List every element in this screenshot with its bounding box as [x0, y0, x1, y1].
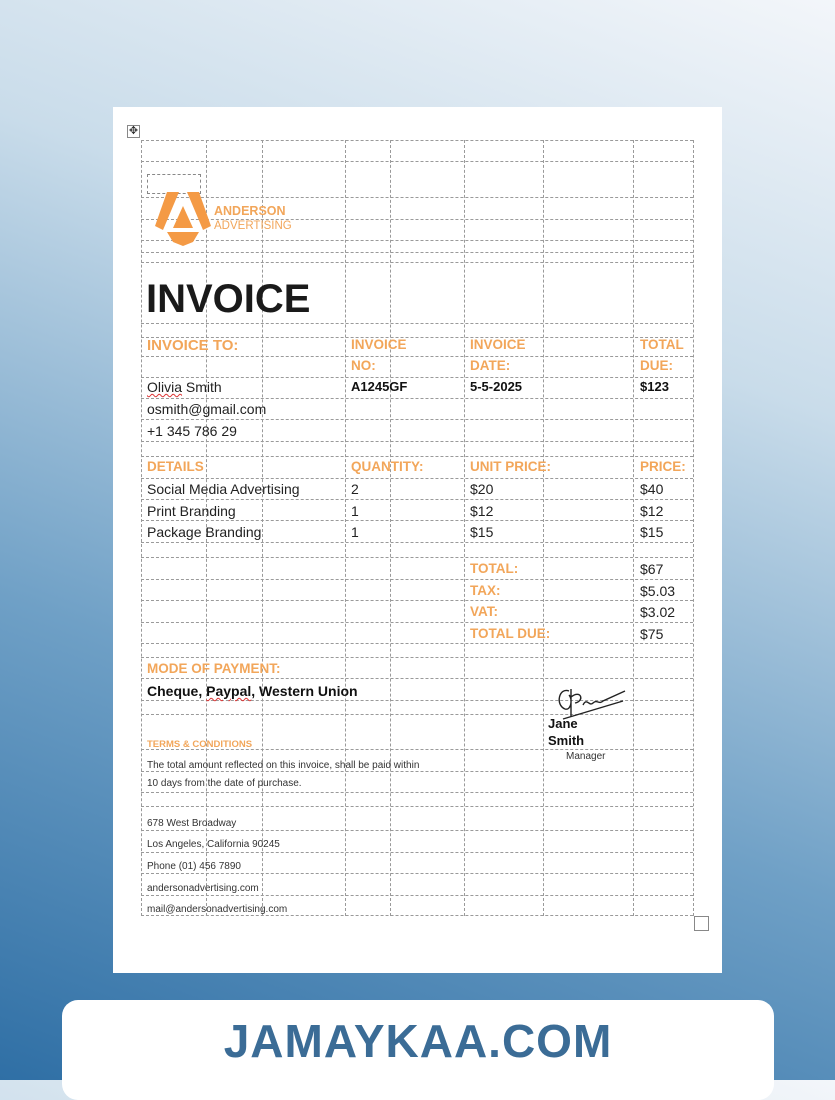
summary-value: $5.03	[640, 582, 676, 599]
item-price: $40	[640, 481, 664, 497]
item-unit-price: $20	[470, 481, 494, 497]
address-city: Los Angeles, California 90245	[147, 839, 280, 850]
grid-row-line	[141, 806, 693, 807]
invoice-document	[113, 107, 722, 973]
grid-row-line	[141, 499, 693, 500]
payment-methods	[147, 683, 358, 699]
col-header-unit-price: UNIT PRICE:	[470, 459, 551, 474]
total-due-label: TOTAL	[640, 337, 684, 352]
invoice-date-label-2: DATE:	[470, 358, 511, 373]
terms-line-2: 10 days from the date of purchase.	[147, 778, 302, 789]
summary-label: TAX:	[470, 582, 501, 598]
item-quantity: 2	[351, 481, 359, 497]
table-resize-handle[interactable]	[694, 916, 709, 931]
payment-method-western-union: , Western Union	[251, 683, 358, 699]
address-website: andersonadvertising.com	[147, 883, 259, 894]
signer-first-name: Jane	[548, 716, 578, 731]
company-tagline: ADVERTISING	[214, 220, 292, 232]
payment-method-cheque: Cheque,	[147, 683, 207, 699]
grid-row-line	[141, 520, 693, 521]
invoice-to-label: INVOICE TO:	[147, 337, 239, 354]
grid-row-line	[141, 542, 693, 543]
item-details: Print Branding	[147, 502, 236, 519]
client-phone: +1 345 786 29	[147, 423, 237, 439]
grid-row-line	[141, 356, 693, 357]
grid-row-line	[141, 600, 693, 601]
total-due-label-2: DUE:	[640, 358, 673, 373]
item-quantity: 1	[351, 502, 359, 519]
grid-col-line	[345, 140, 346, 916]
summary-label: TOTAL DUE:	[470, 625, 551, 641]
invoice-date-value: 5-5-2025	[470, 379, 523, 394]
item-unit-price: $15	[470, 524, 494, 540]
page-title: INVOICE	[146, 277, 311, 321]
company-name: ANDERSON	[214, 204, 286, 218]
summary-label: VAT:	[470, 604, 498, 619]
col-header-price: PRICE:	[640, 459, 686, 474]
terms-line-1: The total amount reflected on this invoice, shall be paid within	[147, 760, 420, 771]
payment-label: MODE OF PAYMENT:	[147, 661, 281, 676]
invoice-no-value: A1245GF	[351, 379, 408, 394]
grid-col-line	[633, 140, 634, 916]
grid-row-line	[141, 377, 693, 378]
client-name: Olivia Smith	[147, 379, 222, 395]
payment-method-paypal: Paypal	[206, 683, 252, 699]
summary-label: TOTAL:	[470, 561, 519, 576]
banner-text: JAMAYKAA.COM	[223, 1015, 613, 1067]
grid-row-line	[141, 456, 693, 457]
grid-row-line	[141, 323, 693, 324]
company-logo-icon	[153, 190, 213, 246]
invoice-no-label: INVOICE	[351, 337, 407, 352]
client-email: osmith@gmail.com	[147, 401, 267, 417]
watermark-banner	[62, 1000, 774, 1100]
col-header-details: DETAILS	[147, 459, 204, 474]
grid-col-line	[141, 140, 142, 916]
address-phone: Phone (01) 456 7890	[147, 861, 241, 872]
col-header-quantity: QUANTITY:	[351, 459, 424, 474]
table-move-handle-icon[interactable]: ✥	[128, 125, 139, 137]
summary-value: $67	[640, 561, 664, 577]
grid-row-line	[141, 622, 693, 623]
grid-col-line	[693, 140, 694, 916]
item-details: Social Media Advertising	[147, 481, 300, 497]
grid-row-line	[141, 398, 693, 399]
grid-row-line	[141, 419, 693, 420]
address-email: mail@andersonadvertising.com	[147, 904, 288, 915]
grid-row-line	[141, 262, 693, 263]
summary-value: $75	[640, 625, 664, 642]
grid-row-line	[141, 792, 693, 793]
grid-row-line	[141, 678, 693, 679]
signer-role: Manager	[566, 751, 606, 762]
item-details: Package Branding	[147, 524, 262, 540]
invoice-no-label-2: NO:	[351, 358, 376, 373]
grid-row-line	[141, 161, 693, 162]
grid-col-line	[543, 140, 544, 916]
grid-row-line	[141, 579, 693, 580]
grid-row-line	[141, 441, 693, 442]
invoice-date-label: INVOICE	[470, 337, 526, 352]
terms-label: TERMS & CONDITIONS	[147, 739, 253, 750]
grid-row-line	[141, 252, 693, 253]
summary-value: $3.02	[640, 604, 676, 620]
grid-row-line	[141, 197, 693, 198]
grid-row-line	[141, 478, 693, 479]
item-unit-price: $12	[470, 502, 494, 519]
item-quantity: 1	[351, 524, 359, 540]
address-street: 678 West Broadway	[147, 818, 237, 829]
item-price: $12	[640, 502, 664, 519]
grid-row-line	[141, 140, 693, 141]
signer-last-name: Smith	[548, 733, 585, 748]
grid-row-line	[141, 240, 693, 241]
grid-col-line	[262, 140, 263, 916]
grid-row-line	[141, 657, 693, 658]
client-first-name: Olivia	[147, 379, 183, 395]
grid-row-line	[141, 643, 693, 644]
grid-col-line	[464, 140, 465, 916]
grid-col-line	[390, 140, 391, 916]
grid-row-line	[141, 557, 693, 558]
total-due-value: $123	[640, 379, 669, 394]
item-price: $15	[640, 524, 664, 540]
